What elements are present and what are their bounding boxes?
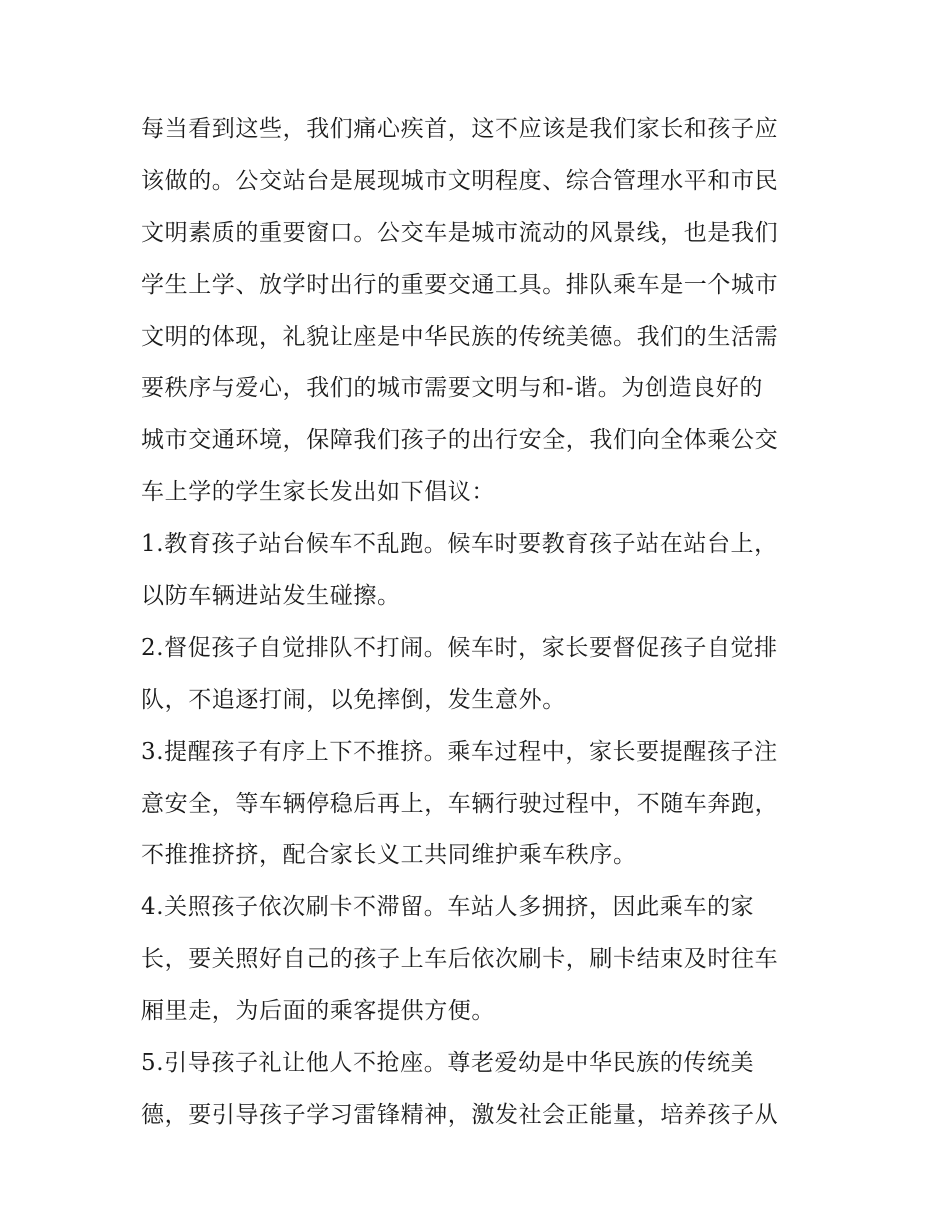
- text-line: 意安全，等车辆停稳后再上，车辆行驶过程中，不随车奔跑，: [141, 790, 779, 817]
- text-line: 要秩序与爱心，我们的城市需要文明与和-谐。为创造良好的: [141, 375, 763, 402]
- text-line: 城市交通环境，保障我们孩子的出行安全，我们向全体乘公交: [141, 427, 779, 454]
- text-line: 4.关照孩子依次刷卡不滞留。车站人多拥挤，因此乘车的家: [141, 894, 755, 921]
- proposal-item-2: [141, 623, 821, 727]
- text-line: 队，不追逐打闹，以免摔倒，发生意外。: [141, 686, 566, 713]
- text-line: 车上学的学生家长发出如下倡议：: [141, 479, 495, 506]
- text-line: 2.督促孩子自觉排队不打闹。候车时，家长要督促孩子自觉排: [141, 634, 778, 661]
- proposal-item-4: [141, 882, 821, 1038]
- text-line: 长，要关照好自己的孩子上车后依次刷卡，刷卡结束及时往车: [141, 946, 779, 973]
- text-line: 以防车辆进站发生碰擦。: [141, 583, 401, 610]
- text-line: 5.引导孩子礼让他人不抢座。尊老爱幼是中华民族的传统美: [141, 1050, 755, 1077]
- text-line: 3.提醒孩子有序上下不推挤。乘车过程中，家长要提醒孩子注: [141, 738, 778, 765]
- text-line: 文明的体现，礼貌让座是中华民族的传统美德。我们的生活需: [141, 323, 779, 350]
- proposal-item-1: [141, 519, 821, 623]
- intro-paragraph: [141, 104, 821, 519]
- text-line: 每当看到这些，我们痛心疾首，这不应该是我们家长和孩子应: [141, 116, 779, 142]
- text-line: 厢里走，为后面的乘客提供方便。: [141, 998, 495, 1025]
- text-line: 1.教育孩子站台候车不乱跑。候车时要教育孩子站在站台上，: [141, 531, 778, 558]
- text-line: 不推推挤挤，配合家长义工共同维护乘车秩序。: [141, 842, 637, 869]
- proposal-item-3: [141, 727, 821, 883]
- text-line: 文明素质的重要窗口。公交车是城市流动的风景线，也是我们: [141, 219, 779, 246]
- proposal-item-5: [141, 1038, 821, 1142]
- text-line: 该做的。公交站台是展现城市文明程度、综合管理水平和市民: [141, 167, 779, 194]
- text-line: 德，要引导孩子学习雷锋精神，激发社会正能量，培养孩子从: [141, 1101, 779, 1128]
- text-line: 学生上学、放学时出行的重要交通工具。排队乘车是一个城市: [141, 271, 779, 298]
- document-body: [141, 104, 821, 1142]
